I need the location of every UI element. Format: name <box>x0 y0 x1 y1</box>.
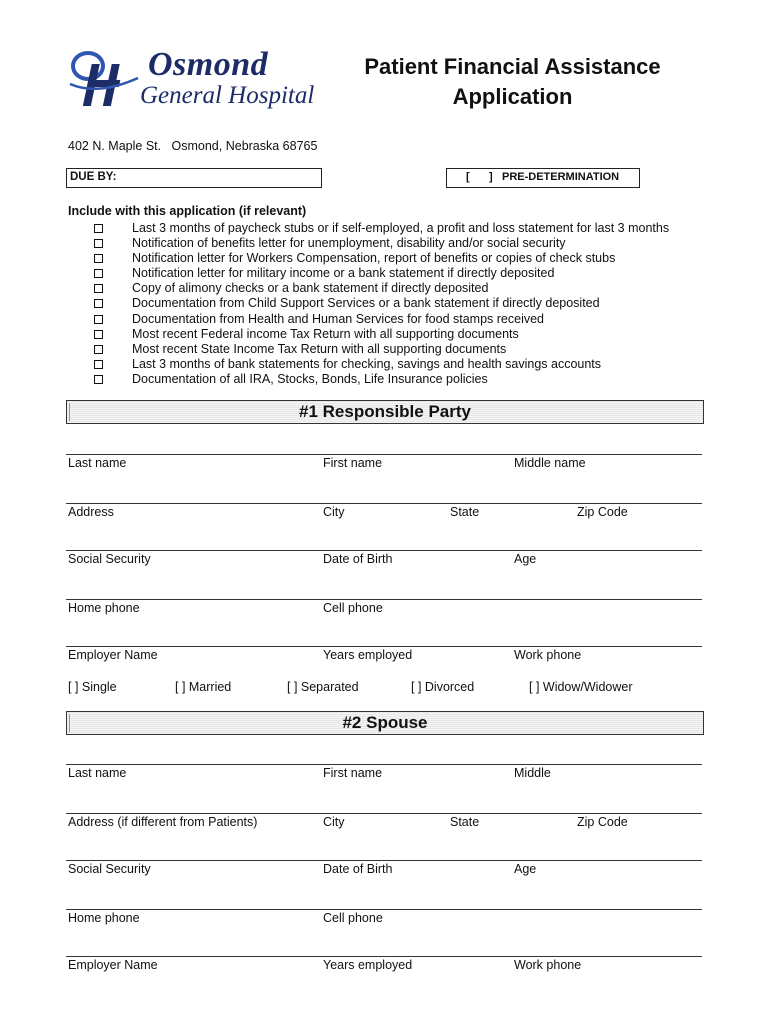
spouse-last-name-field[interactable]: Last name <box>68 766 127 780</box>
spouse-employer-name-field[interactable]: Employer Name <box>68 958 158 972</box>
field-divider <box>66 503 702 504</box>
document-checklist <box>94 221 714 387</box>
date-of-birth-field[interactable]: Date of Birth <box>323 552 393 566</box>
checkbox[interactable] <box>94 375 103 384</box>
hospital-address: 402 N. Maple St. Osmond, Nebraska 68765 <box>68 139 318 153</box>
field-divider <box>66 813 702 814</box>
employer-name-field[interactable]: Employer Name <box>68 648 158 662</box>
checklist-item-label: Last 3 months of paycheck stubs or if self-employed, a profit and loss statement for last 3 months <box>132 221 670 235</box>
spouse-address-field[interactable]: Address (if different from Patients) <box>68 815 258 829</box>
checkbox[interactable] <box>94 254 103 263</box>
spouse-city-field[interactable]: City <box>323 815 345 829</box>
checkbox[interactable] <box>94 224 103 233</box>
checklist-item-label: Documentation from Child Support Services or a bank statement if directly deposited <box>132 296 600 311</box>
marital-status-single[interactable]: [ ] Single <box>68 680 117 694</box>
checkbox[interactable] <box>94 360 103 369</box>
cell-phone-field[interactable]: Cell phone <box>323 601 383 615</box>
spouse-date-of-birth-field[interactable]: Date of Birth <box>323 862 393 876</box>
spouse-middle-field[interactable]: Middle <box>514 766 551 780</box>
first-name-field[interactable]: First name <box>323 456 383 470</box>
spouse-first-name-field[interactable]: First name <box>323 766 383 780</box>
checklist-item <box>94 327 714 342</box>
checklist-item <box>94 312 714 327</box>
spouse-state-field[interactable]: State <box>450 815 480 829</box>
age-field[interactable]: Age <box>514 552 537 566</box>
home-phone-field[interactable]: Home phone <box>68 601 140 615</box>
pre-determination-bracket-open: [ <box>466 171 470 183</box>
document-title <box>340 52 685 112</box>
last-name-field[interactable]: Last name <box>68 456 127 470</box>
checklist-item-label: Copy of alimony checks or a bank statement if directly deposited <box>132 281 489 296</box>
field-divider <box>66 956 702 957</box>
checklist-item <box>94 342 714 357</box>
title-line-1: Patient Financial Assistance <box>364 54 661 79</box>
checklist-item <box>94 251 714 266</box>
pre-determination-label: PRE-DETERMINATION <box>502 171 620 183</box>
state-field[interactable]: State <box>450 505 480 519</box>
social-security-field[interactable]: Social Security <box>68 552 151 566</box>
spouse-cell-phone-field[interactable]: Cell phone <box>323 911 383 925</box>
marital-status-separated[interactable]: [ ] Separated <box>287 680 359 694</box>
field-divider <box>66 550 702 551</box>
spouse-years-employed-field[interactable]: Years employed <box>323 958 413 972</box>
checklist-item <box>94 372 714 387</box>
checklist-item-label: Most recent Federal income Tax Return with all supporting documents <box>132 326 519 341</box>
checkbox[interactable] <box>94 269 103 278</box>
checklist-item <box>94 357 714 372</box>
spouse-work-phone-field[interactable]: Work phone <box>514 958 582 972</box>
checklist-item-label: Notification letter for military income or a bank statement if directly deposited <box>132 266 555 281</box>
field-divider <box>66 860 702 861</box>
field-divider <box>66 764 702 765</box>
spouse-zip-code-field[interactable]: Zip Code <box>577 815 628 829</box>
checklist-item-label: Most recent State Income Tax Return with all supporting documents <box>132 341 507 356</box>
field-divider <box>66 646 702 647</box>
checkbox[interactable] <box>94 239 103 248</box>
checklist-item <box>94 296 714 311</box>
section-title: #1 Responsible Party <box>299 402 471 421</box>
marital-status-widow[interactable]: [ ] Widow/Widower <box>529 680 633 694</box>
spouse-age-field[interactable]: Age <box>514 862 537 876</box>
spouse-social-security-field[interactable]: Social Security <box>68 862 151 876</box>
middle-name-field[interactable]: Middle name <box>514 456 586 470</box>
checklist-item <box>94 236 714 251</box>
spouse-home-phone-field[interactable]: Home phone <box>68 911 140 925</box>
marital-status-divorced[interactable]: [ ] Divorced <box>411 680 475 694</box>
title-line-2: Application <box>452 84 573 109</box>
logo-name: Osmond <box>148 46 269 83</box>
checklist-item <box>94 221 714 236</box>
checkbox[interactable] <box>94 315 103 324</box>
checklist-item-label: Notification letter for Workers Compensation, report of benefits or copies of check stubs <box>132 251 616 266</box>
include-heading: Include with this application (if relevant) <box>68 204 307 218</box>
checklist-item-label: Documentation from Health and Human Services for food stamps received <box>132 311 544 326</box>
field-divider <box>66 599 702 600</box>
years-employed-field[interactable]: Years employed <box>323 648 413 662</box>
section-title: #2 Spouse <box>342 713 428 732</box>
section-header-spouse <box>66 711 704 735</box>
checklist-item-label: Documentation of all IRA, Stocks, Bonds, Life Insurance policies <box>132 371 488 386</box>
due-by-label: DUE BY: <box>70 171 117 183</box>
checklist-item-label: Notification of benefits letter for unemployment, disability and/or social security <box>132 236 566 251</box>
checklist-item-label: Last 3 months of bank statements for checking, savings and health savings accounts <box>132 356 602 371</box>
checkbox[interactable] <box>94 284 103 293</box>
city-field[interactable]: City <box>323 505 345 519</box>
checklist-item <box>94 266 714 281</box>
field-divider <box>66 909 702 910</box>
checkbox[interactable] <box>94 330 103 339</box>
zip-code-field[interactable]: Zip Code <box>577 505 628 519</box>
section-header-responsible-party <box>66 400 704 424</box>
marital-status-married[interactable]: [ ] Married <box>175 680 232 694</box>
checkbox[interactable] <box>94 345 103 354</box>
checkbox[interactable] <box>94 299 103 308</box>
osmond-oh-logo-icon <box>68 44 148 114</box>
field-divider <box>66 454 702 455</box>
pre-determination-bracket-close: ] <box>489 171 493 183</box>
address-field[interactable]: Address <box>68 505 114 519</box>
logo-subtitle: General Hospital <box>140 82 315 109</box>
checklist-item <box>94 281 714 296</box>
work-phone-field[interactable]: Work phone <box>514 648 582 662</box>
